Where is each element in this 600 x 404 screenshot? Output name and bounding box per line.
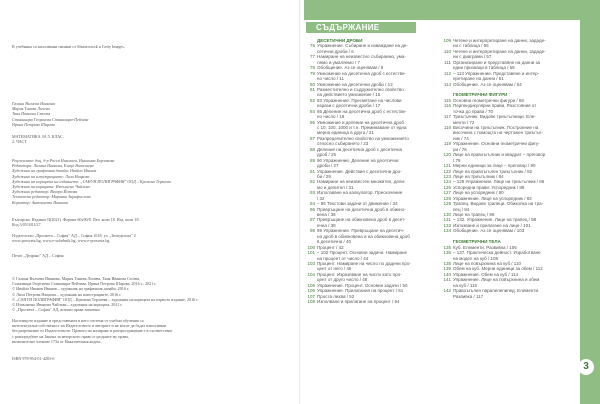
editor-line: Художник редактор: Венера Йотова [12, 189, 78, 195]
toc-lesson-number: 129 [443, 201, 451, 207]
toc-lesson-number: 118 [443, 125, 451, 130]
toc-lesson-number: 89 [309, 157, 315, 163]
toc-lesson-title: цент от друго число / 48 [317, 277, 368, 283]
toc-lesson-number: 133 [443, 222, 451, 228]
toc-lesson-title: Основни геометрични фигури / 68 [453, 97, 524, 103]
toc-lesson-number: 82 [309, 97, 315, 103]
toc-lesson-number: 141 [443, 277, 451, 283]
notice-line: с разпоредбите на Закона за авторското право и сродните му права, [12, 333, 130, 339]
toc-lesson-title: Превръщане на обикновена дроб в десет- [317, 217, 406, 223]
toc-lesson-number: 100 [307, 244, 315, 250]
publisher-line: www.prosveta.bg, www.e-uchebnik.bg, www.e-prosveta.bg [12, 238, 110, 244]
toc-lesson-title: Лице на триъгълник / 84 [453, 173, 504, 179]
copyright-line: © Ивайло Иванов Иванов – художник на графичния дизайн, 2016 г. [12, 286, 130, 292]
notice-line: включително членове 173а от Наказателния кодекс. [12, 338, 102, 344]
toc-lesson-number: 105 [307, 282, 315, 288]
toc-entry [304, 299, 444, 304]
toc-lesson-number: 124 [443, 179, 451, 185]
toc-lesson-number: 117 [443, 114, 451, 120]
toc-lesson-title: Проста лихва / 52 [317, 293, 355, 299]
image-credit [12, 44, 125, 49]
toc-lesson-number: 84 [309, 108, 315, 114]
toc-lesson-number: 81 [309, 86, 315, 92]
toc-lesson-title: вена / 36 [317, 212, 336, 217]
toc-lesson-title: Правоъгълен паралелепипед. Елементи. [453, 288, 540, 294]
toc-lesson-title: на действието умножение / 15 [317, 92, 381, 98]
toc-lesson-title: Височини на триъгълник. Построение на [453, 125, 539, 130]
toc-lesson-title: с 10, 100, 1000 и т.н. Преминаване от една [317, 125, 407, 130]
toc-lesson-title: едни признаци в таблица / 59 [453, 65, 515, 71]
copyright-line: © Галина Вълчева Иванова, Мария Тинева Личева, Таня Иванова Стоева, [12, 276, 141, 281]
editor-line: Рецензенти: доц. д-р Росен Николаев, Николина Бързакова [12, 158, 115, 163]
toc-lesson-number: 142 [443, 288, 451, 294]
toc-lesson-title: Упражнение. Събиране и изваждане на де- [317, 43, 408, 49]
isbn [12, 356, 54, 361]
toc-lesson-number: 77 [309, 54, 315, 60]
editor-line: Коректор: Антоанета Иванова [12, 199, 68, 205]
editor-line: Художник на илюстрациите: Лила Нацкова [12, 173, 90, 179]
toc-lesson-title: Успоредни прави. Успоредник / 88 [453, 184, 525, 190]
toc-lesson-title: сетични дроби / 6 [317, 48, 354, 54]
toc-lesson-number: 93 [309, 190, 315, 196]
toc-lesson-title: Упражнение. Действия с десетични дро- [317, 168, 402, 174]
toc-lesson-number: 126 [443, 184, 451, 190]
toc-lesson-number: 94 [309, 201, 315, 207]
notice-line: Настоящото издание и представената в него система от учебни обучения са [12, 318, 144, 323]
toc-section-heading: ГЕОМЕТРИЧНИ ФИГУРИ [453, 92, 508, 98]
toc-lesson-number [440, 294, 453, 299]
toc-lesson-title: Умножение на десетични дроби / 13 [317, 81, 393, 87]
toc-entry [440, 228, 578, 233]
toc-lesson-title: но число / 11 [317, 76, 344, 82]
toc-lesson-title: Лице на правоъгълен триъгълник / 82 [453, 168, 533, 174]
toc-lesson-number: 88 [309, 146, 315, 152]
toc-lesson-number: 119 [443, 141, 451, 147]
editorial-team [12, 158, 171, 205]
toc-lesson-number: 136 [443, 250, 451, 256]
toc-section-heading: ДЕСЕТИЧНИ ДРОБИ [317, 38, 363, 43]
toc-lesson-title: изрази с десетични дроби / 17 [317, 103, 381, 109]
publisher-info [12, 233, 136, 243]
toc-lesson-number: 127 [443, 190, 451, 196]
toc-lesson-number: 109 [443, 38, 451, 43]
editor-line: Редактори: Лиляна Иванова, Елица Николаева [12, 163, 94, 169]
author-line: Станимира Георгиева Станимира-Пейчева [12, 116, 89, 122]
toc-lesson-number: 131 [443, 217, 451, 223]
toc-lesson-title: менти / 72 [453, 119, 475, 125]
authors-list [12, 101, 88, 127]
legal-notice [12, 318, 172, 344]
toc-lesson-number: 122 [443, 168, 451, 174]
toc-lesson-title: Четене и интерпретиране на данни, зададе- [453, 48, 546, 54]
toc-lesson-title: Деление на десетична дроб с десетична [317, 146, 403, 152]
toc-lesson-title: в десетична / 40 [317, 239, 352, 245]
toc-lesson-title: – 132. Упражнение. Лице на трапец / 98 [453, 217, 537, 223]
toc-lesson-number: 112 [443, 70, 451, 76]
toc-lesson-title: претиране на данни / 61 [453, 76, 504, 82]
toc-lesson-title: – 113 Упражнение. Представяне и интер- [453, 70, 540, 76]
toc-lesson-title: точка до права / 70 [453, 108, 493, 114]
toc-lesson-title: на процент от число / 44 [317, 255, 369, 261]
toc-title: СЪДЪРЖАНИЕ [316, 23, 380, 32]
toc-lesson-number: 98 [309, 228, 315, 234]
toc-lesson-title: – 137. Практическа дейност. Изработване [453, 250, 541, 256]
toc-lesson-title: Превръщане на десетична дроб в обикно- [317, 206, 406, 212]
toc-lesson-title: 83 Упражнение. Пресмятане на числови [317, 97, 402, 103]
toc-lesson-title: Обобщение. Аз се оценявам / 9 [317, 65, 384, 71]
toc-lesson-title: Намиране на неизвестен множител, дели- [317, 179, 406, 185]
toc-lesson-title: Разпределително свойство на умножението [317, 135, 409, 141]
toc-lesson-number: 130 [443, 212, 451, 217]
copyright-line: © Лила Петрова Нацкова – художник на илюстрациите, 2016 г. [12, 291, 122, 297]
author-line: Ирина Петрова Шарова [12, 121, 55, 127]
toc-lesson-title: Триъгълник. Видове триъгълници. Еле- [453, 114, 536, 120]
isbn-value: ISBN 978-954-01-4283-6 [12, 356, 55, 361]
toc-lesson-number: 86 [309, 119, 315, 125]
toc-lesson-title: на куб / 115 [453, 282, 478, 288]
toc-lesson-title: на модел на куб / 108 [453, 255, 498, 261]
toc-lesson-number: 96 [309, 206, 315, 212]
book-title-block [12, 134, 64, 144]
side-bar [580, 0, 600, 404]
toc-lesson-number: 103 [307, 260, 315, 266]
toc-lesson-number: 110 [443, 48, 451, 54]
publisher-line: Издателство „Просвета – София" АД – София 1618, ул. „Земеделска" 2 [12, 233, 136, 238]
copyright-line: Станимира Георгиева Станимира-Пейчева, Ирина Петрова Шарова, 2016 г., 2021 г. [12, 281, 157, 287]
toc-lesson-number: 121 [443, 163, 451, 169]
toc-lesson-number: 78 [309, 65, 315, 71]
toc-lesson-title: мерна единица в друга / 21 [317, 130, 374, 136]
toc-lesson-number: 140 [443, 271, 451, 277]
toc-lesson-number: 128 [443, 195, 451, 201]
toc-lesson-title: Куб. Елементи. Развивка / 106 [453, 244, 517, 250]
toc-section-heading: ГЕОМЕТРИЧНИ ТЕЛА [453, 239, 501, 245]
author-line: Таня Иванова Стоева [12, 111, 51, 117]
toc-lesson-title: Обем на куб. Мерни единици за обем / 112 [453, 266, 543, 272]
toc-lesson-title: но число / 19 [317, 114, 345, 120]
toc-lesson-title: Процент. Изразяване на число като про- [317, 271, 402, 277]
toc-lesson-title: би / 29 [317, 173, 331, 179]
toc-lesson-title: / 78 [453, 157, 461, 163]
toc-lesson-title: Упражнение. Лице на успоредник / 92 [453, 195, 532, 201]
printing-house [12, 253, 64, 258]
toc-lesson-title: ична / 38 [317, 222, 336, 228]
toc-lesson-title: Упражнение. Прилагания на процент / 51 [317, 288, 404, 294]
toc-lesson-title: Упражнение. Процент. Основни задачи / 50 [317, 282, 408, 288]
printing-house-line: Печат „Дедрако" АД – София [12, 253, 64, 258]
toc-lesson-title: Лице на повърхнина на куб / 110 [453, 260, 521, 266]
toc-lesson-title: ник / 74 [453, 135, 469, 141]
toc-lesson-title: дроб / 25 [317, 152, 336, 158]
toc-lesson-title: Умножение и деление на десетична дроб [317, 119, 404, 125]
toc-lesson-title: Лице на трапец / 96 [453, 212, 495, 217]
toc-lesson-number: 138 [443, 260, 451, 266]
toc-lesson-title: пец / 94 [453, 206, 470, 212]
toc-lesson-number: 76 [309, 43, 315, 49]
toc-lesson-title: Развивка / 117 [453, 293, 484, 299]
toc-lesson-number: 91 [309, 168, 315, 174]
toc-lesson-number: 80 [309, 81, 315, 87]
toc-entry [440, 82, 578, 87]
toc-lesson-title: цент от него / 46 [317, 266, 352, 272]
toc-lesson-title: / 32 [317, 195, 325, 201]
toc-lesson-number: 123 [443, 173, 451, 179]
editor-line: Технически редактор: Мариана Зарафиелова [12, 194, 91, 200]
toc-lesson-number: 79 [309, 70, 315, 76]
toc-lesson-title: – 102 Процент. Основни задачи. Намиране [317, 250, 408, 256]
toc-lesson-title: – 125 Упражнение. Лице на триъгълник / 86 [453, 179, 545, 185]
toc-lesson-title: относно събирането / 23 [317, 141, 369, 147]
toc-lesson-title: височина с помощта на чертожен триъгъл- [453, 130, 543, 136]
notice-line: интелектуална собственост на Издателството и авторите и не могат да бъдат използвани [12, 323, 166, 329]
print-specs [12, 217, 140, 227]
toc-lesson-title: Изпозване и прилагане на лице / 101 [453, 222, 531, 228]
toc-lesson-number: 115 [443, 97, 451, 103]
toc-lesson-title: на дроб в обикновена и на обикновена дроб [317, 233, 410, 239]
toc-lesson-number: 92 [309, 179, 315, 185]
toc-lesson-title: 85 Деление на десетична дроб с естестве- [317, 108, 407, 114]
toc-lesson-title: Мерни единици за лице – преговор / 80 [453, 163, 536, 169]
editor-line: Художник на корицата на изданието: „САНУИ ПОЛИГРАФИЯ" ООД – Кремена Терзиева [12, 178, 172, 184]
toc-lesson-title: Упражнение. Основни геометрични фигу- [453, 141, 540, 147]
toc-lesson-number: 134 [443, 228, 451, 234]
toc-lesson-title: ни с диаграми / 57 [453, 54, 492, 60]
toc-lesson-title: Използване на калкулатор. Прескочение [317, 190, 403, 196]
editor-line: Художник на корицата: Изпълнено Чайлъва [12, 184, 90, 190]
copyright-line: © „Просвета – София" АД, всички права запазени. [12, 307, 101, 313]
toc-lesson-title: ри / 76 [453, 146, 467, 152]
toc-lesson-number: 111 [444, 59, 451, 65]
toc-lesson-title: дроби / 27 [317, 163, 339, 169]
toc-lesson-number: 104 [307, 271, 315, 277]
print-spec-line: Код 3/05/3/01/27. [12, 222, 42, 228]
toc-lesson-title: 90 Упражнение. Деление на десетични [317, 157, 399, 163]
author-line: Галина Вълчева Иванова [12, 101, 55, 106]
copyright-line: © Изпълнено Иванова Чайлъва – художник на корицата, 2021 г. [12, 302, 123, 308]
editor-line: Художник на графичния дизайн: Ивайло Иванов [12, 168, 97, 174]
book-title: МАТЕМАТИКА ЗА 5. КЛАС, [12, 134, 64, 139]
toc-lesson-title: Намиране на неизвестно събираемо, ума- [317, 54, 406, 60]
toc-lesson-number: 97 [309, 217, 315, 223]
toc-lesson-number: 108 [307, 299, 315, 304]
print-spec-line: Българска. Издание II(2021). Формат 60х90/8. Печ. коли 18. Изд. коли 18. [12, 217, 140, 222]
toc-lesson-title: Организиране и представяне на данни за [453, 59, 541, 65]
toc-lesson-title: Процент / 42 [317, 244, 344, 250]
book-part: 2. ЧАСТ [12, 139, 27, 145]
toc-lesson-title: Упражнение. Обем на куб / 114 [453, 271, 519, 277]
header-strip [304, 0, 580, 20]
toc-lesson-number: 139 [443, 266, 451, 272]
toc-lesson-number: 101 [307, 250, 315, 256]
toc-lesson-number: 114 [443, 81, 451, 87]
toc-lesson-number: 116 [443, 103, 451, 109]
toc-column-1 [304, 38, 444, 304]
page-number: 3 [578, 359, 594, 375]
toc-lesson-title: Упражнение. Лице на повърхнина и обем [453, 277, 540, 283]
toc-lesson-title: Разместително и съдружително свойство [317, 86, 404, 92]
toc-lesson-title: Изполване и прилагане на процент / 54 [317, 299, 400, 304]
toc-lesson-title: Трапец. Видове трапеци. Обиколка на тра- [453, 201, 544, 207]
notice-line: без разрешение от Издателството. Правото на копиране и разпространение е в съответствие [12, 328, 173, 334]
toc-lesson-number: 87 [309, 135, 315, 141]
toc-lesson-title: Лице на успоредник / 90 [453, 190, 504, 196]
image-credit-line: В учебника са използвани снимки от Shutterstock и Getty Images. [12, 44, 125, 49]
toc-lesson-title: 99 Упражнение. Превръщане на десетич- [317, 228, 405, 234]
toc-lesson-title: Четене и интерпретиране на данни, зададе- [453, 38, 546, 43]
toc-column-2 [440, 38, 578, 299]
toc-lesson-title: Процент. Намиране на число по дадени про- [317, 260, 411, 266]
toc-lesson-title: Лице на правоъгълник и квадрат – преговор [453, 152, 546, 158]
author-line: Мария Тинева Личева [12, 106, 50, 112]
toc-lesson-number: 106 [307, 288, 315, 294]
toc-lesson-title: – 95 Текстови задачи от движение / 34 [317, 201, 398, 207]
copyright-block [12, 276, 198, 312]
toc-lesson-number: 135 [443, 244, 451, 250]
toc-lesson-number: 107 [307, 293, 315, 299]
toc-lesson-number: 120 [443, 152, 451, 158]
toc-lesson-title: Обобщение. Аз се оценявам / 103 [453, 228, 525, 234]
toc-lesson-title: Умножение на десетична дроб с естестве- [317, 70, 406, 76]
toc-lesson-title: ни с таблица / 55 [453, 43, 489, 49]
copyright-line: © „САНУИ ПОЛИГРАФИЯ" ООД – Кремена Терзиева – художник на корицата на първото издание, 2016 г. [12, 296, 199, 302]
toc-lesson-title: лямо и умаляемо / 7 [317, 59, 360, 65]
toc-lesson-title: мо и делител / 31 [317, 184, 354, 190]
toc-lesson-title: Перпендикулярни прави. Разстояние от [453, 103, 537, 109]
toc-lesson-title: Обобщение. Аз се оценявам / 64 [453, 81, 522, 87]
toc-entry [440, 294, 578, 299]
